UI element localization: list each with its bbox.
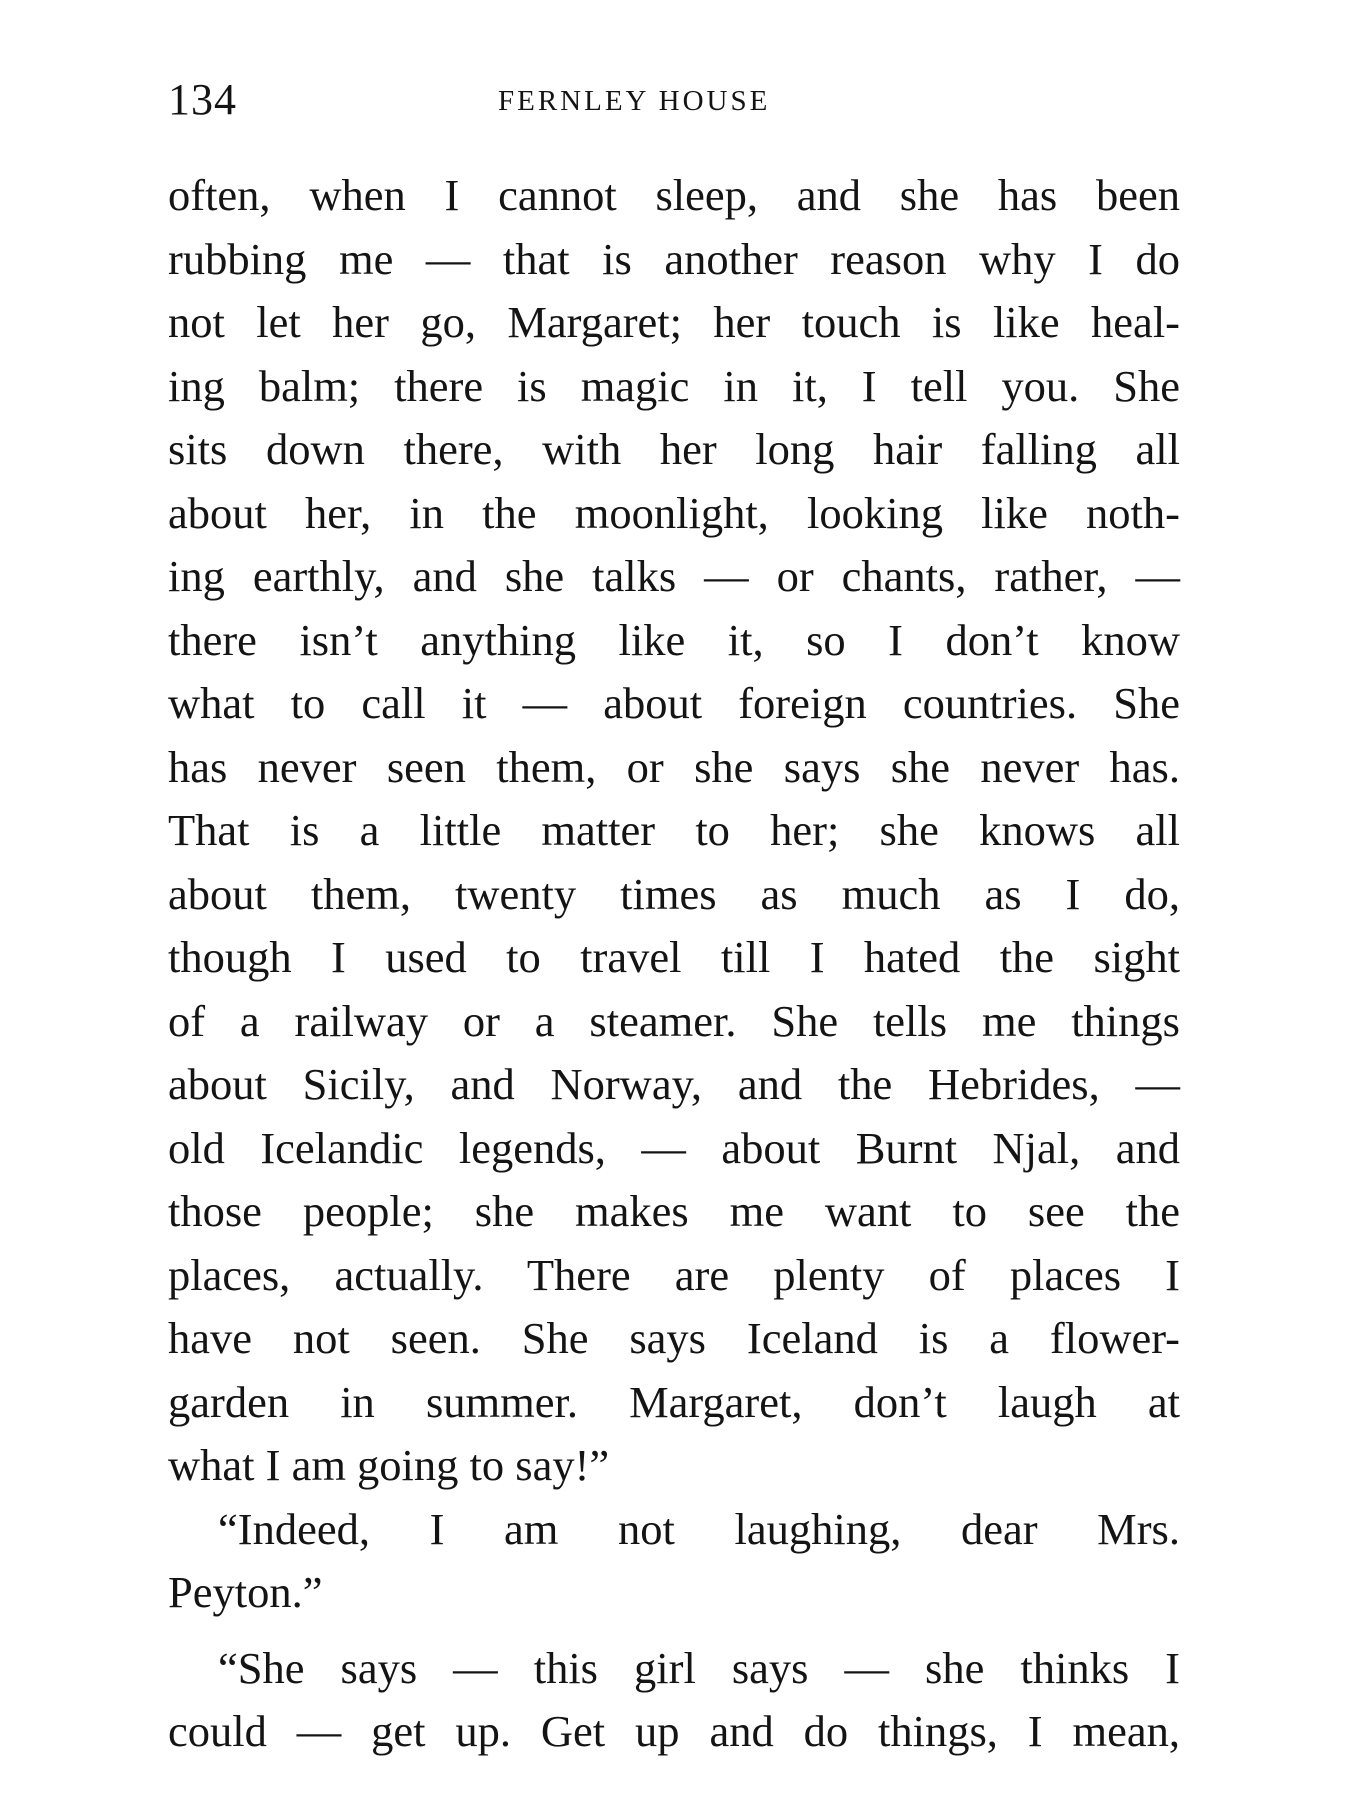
- text-line: “Indeed, I am not laughing, dear Mrs.: [218, 1503, 1180, 1554]
- text-line: about her, in the moonlight, looking like noth-: [168, 487, 1180, 538]
- text-line: Peyton.”: [168, 1567, 323, 1617]
- text-line: sits down there, with her long hair falling all: [168, 424, 1180, 474]
- text-line: ing earthly, and she talks — or chants, rather, —: [168, 551, 1180, 601]
- paragraph-gap: [168, 1625, 1180, 1637]
- text-line: often, when I cannot sleep, and she has been: [168, 170, 1180, 220]
- text-line: rubbing me — that is another reason why I do: [168, 233, 1180, 284]
- paragraph-2: [168, 1498, 1180, 1625]
- page-number: 134: [168, 75, 237, 124]
- paragraph-3: [168, 1637, 1180, 1764]
- text-line: has never seen them, or she says she never has.: [168, 741, 1180, 792]
- text-line: about them, twenty times as much as I do,: [168, 868, 1180, 919]
- text-line: places, actually. There are plenty of places I: [168, 1249, 1180, 1300]
- body-text: [168, 164, 1180, 1764]
- text-line: That is a little matter to her; she knows all: [168, 805, 1180, 855]
- paragraph-1: [168, 164, 1180, 1498]
- text-line: could — get up. Get up and do things, I mean,: [168, 1706, 1180, 1756]
- text-line: though I used to travel till I hated the sight: [168, 932, 1180, 982]
- running-title: FERNLEY HOUSE: [498, 85, 771, 117]
- text-line: garden in summer. Margaret, don’t laugh at: [168, 1376, 1180, 1427]
- text-line: what I am going to say!”: [168, 1440, 610, 1490]
- text-line: old Icelandic legends, — about Burnt Njal, and: [168, 1122, 1180, 1173]
- running-head: [168, 70, 1188, 130]
- text-line: what to call it — about foreign countries. She: [168, 678, 1180, 728]
- text-line: those people; she makes me want to see the: [168, 1186, 1180, 1236]
- text-line: there isn’t anything like it, so I don’t know: [168, 614, 1180, 665]
- text-line: have not seen. She says Iceland is a flower-: [168, 1313, 1180, 1363]
- text-line: not let her go, Margaret; her touch is like heal-: [168, 297, 1180, 347]
- text-line: ing balm; there is magic in it, I tell you. She: [168, 360, 1180, 411]
- text-line: “She says — this girl says — she thinks I: [218, 1642, 1180, 1693]
- text-line: about Sicily, and Norway, and the Hebrides, —: [168, 1059, 1180, 1109]
- text-line: of a railway or a steamer. She tells me things: [168, 995, 1180, 1046]
